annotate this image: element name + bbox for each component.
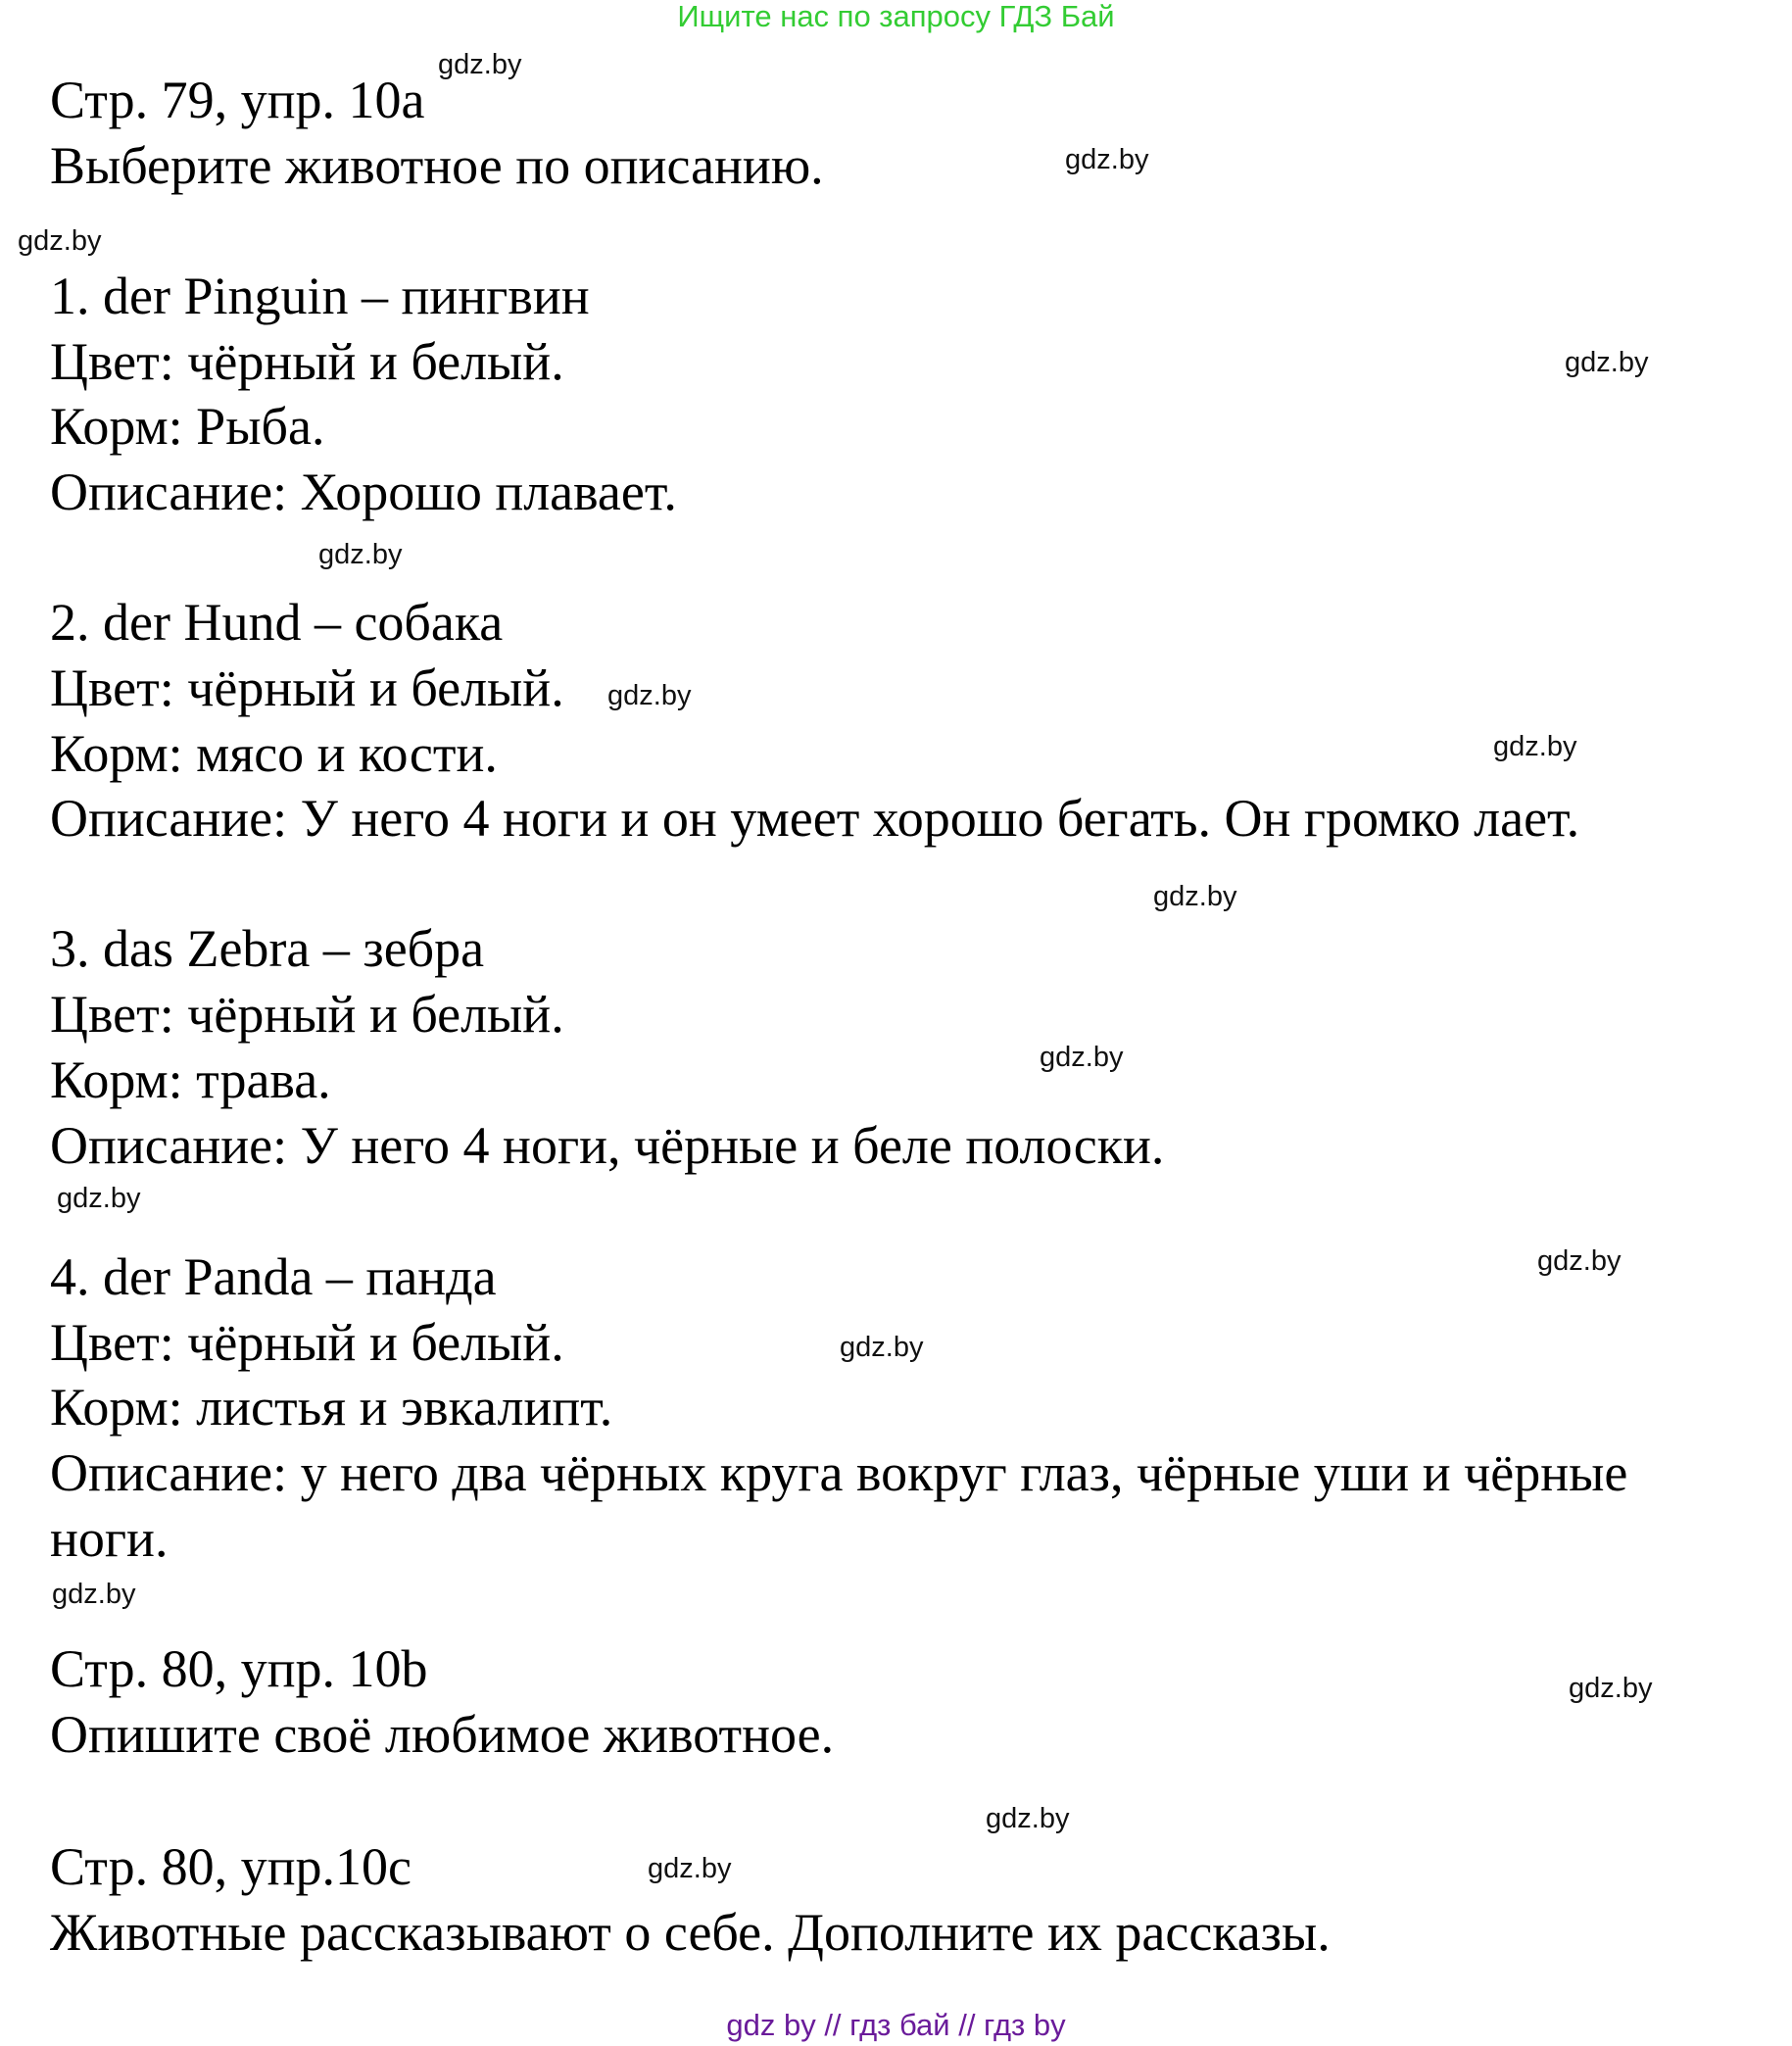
- watermark: gdz.by: [648, 1853, 732, 1884]
- item1-description: Описание: Хорошо плавает.: [50, 463, 677, 521]
- watermark: gdz.by: [1065, 144, 1149, 175]
- section3-task: Животные рассказывают о себе. Дополните их рассказы.: [50, 1903, 1331, 1962]
- item4-description: Описание: у него два чёрных круга вокруг глаз, чёрные уши и чёрные: [50, 1443, 1628, 1502]
- section3-heading: Стр. 80, упр.10c: [50, 1837, 412, 1896]
- watermark: gdz.by: [1493, 731, 1577, 762]
- watermark: gdz.by: [986, 1803, 1070, 1834]
- item1-color: Цвет: чёрный и белый.: [50, 332, 564, 391]
- item4-food: Корм: листья и эвкалипт.: [50, 1378, 613, 1437]
- watermark: gdz.by: [1537, 1245, 1622, 1277]
- watermark: gdz.by: [840, 1332, 924, 1363]
- section2-heading: Стр. 80, упр. 10b: [50, 1639, 428, 1698]
- item2-food: Корм: мясо и кости.: [50, 724, 498, 783]
- watermark: gdz.by: [1153, 881, 1237, 912]
- watermark: gdz.by: [318, 539, 403, 570]
- item3-food: Корм: трава.: [50, 1050, 331, 1109]
- item2-title: 2. der Hund – собака: [50, 593, 504, 652]
- item2-description: Описание: У него 4 ноги и он умеет хорошо бегать. Он громко лает.: [50, 789, 1580, 848]
- item3-color: Цвет: чёрный и белый.: [50, 985, 564, 1044]
- item1-title: 1. der Pinguin – пингвин: [50, 267, 590, 325]
- section1-heading: Стр. 79, упр. 10a: [50, 71, 425, 129]
- item4-title: 4. der Panda – панда: [50, 1247, 497, 1306]
- bottom-banner-link[interactable]: gdz by // гдз бай // гдз by: [726, 2008, 1066, 2042]
- watermark: gdz.by: [52, 1579, 136, 1610]
- top-banner-link[interactable]: Ищите нас по запросу ГДЗ Бай: [677, 0, 1115, 33]
- watermark: gdz.by: [607, 680, 692, 711]
- section2-task: Опишите своё любимое животное.: [50, 1705, 835, 1764]
- watermark: gdz.by: [1569, 1673, 1653, 1704]
- item3-title: 3. das Zebra – зебра: [50, 919, 485, 978]
- watermark: gdz.by: [438, 49, 522, 80]
- watermark: gdz.by: [1565, 347, 1649, 378]
- section1-task: Выберите животное по описанию.: [50, 136, 824, 195]
- watermark: gdz.by: [18, 225, 102, 257]
- item4-color: Цвет: чёрный и белый.: [50, 1313, 564, 1372]
- item2-color: Цвет: чёрный и белый.: [50, 658, 564, 717]
- item1-food: Корм: Рыба.: [50, 397, 325, 456]
- watermark: gdz.by: [1040, 1042, 1124, 1073]
- item3-description: Описание: У него 4 ноги, чёрные и беле полоски.: [50, 1116, 1165, 1175]
- item4-description-cont: ноги.: [50, 1509, 169, 1568]
- watermark: gdz.by: [57, 1183, 141, 1214]
